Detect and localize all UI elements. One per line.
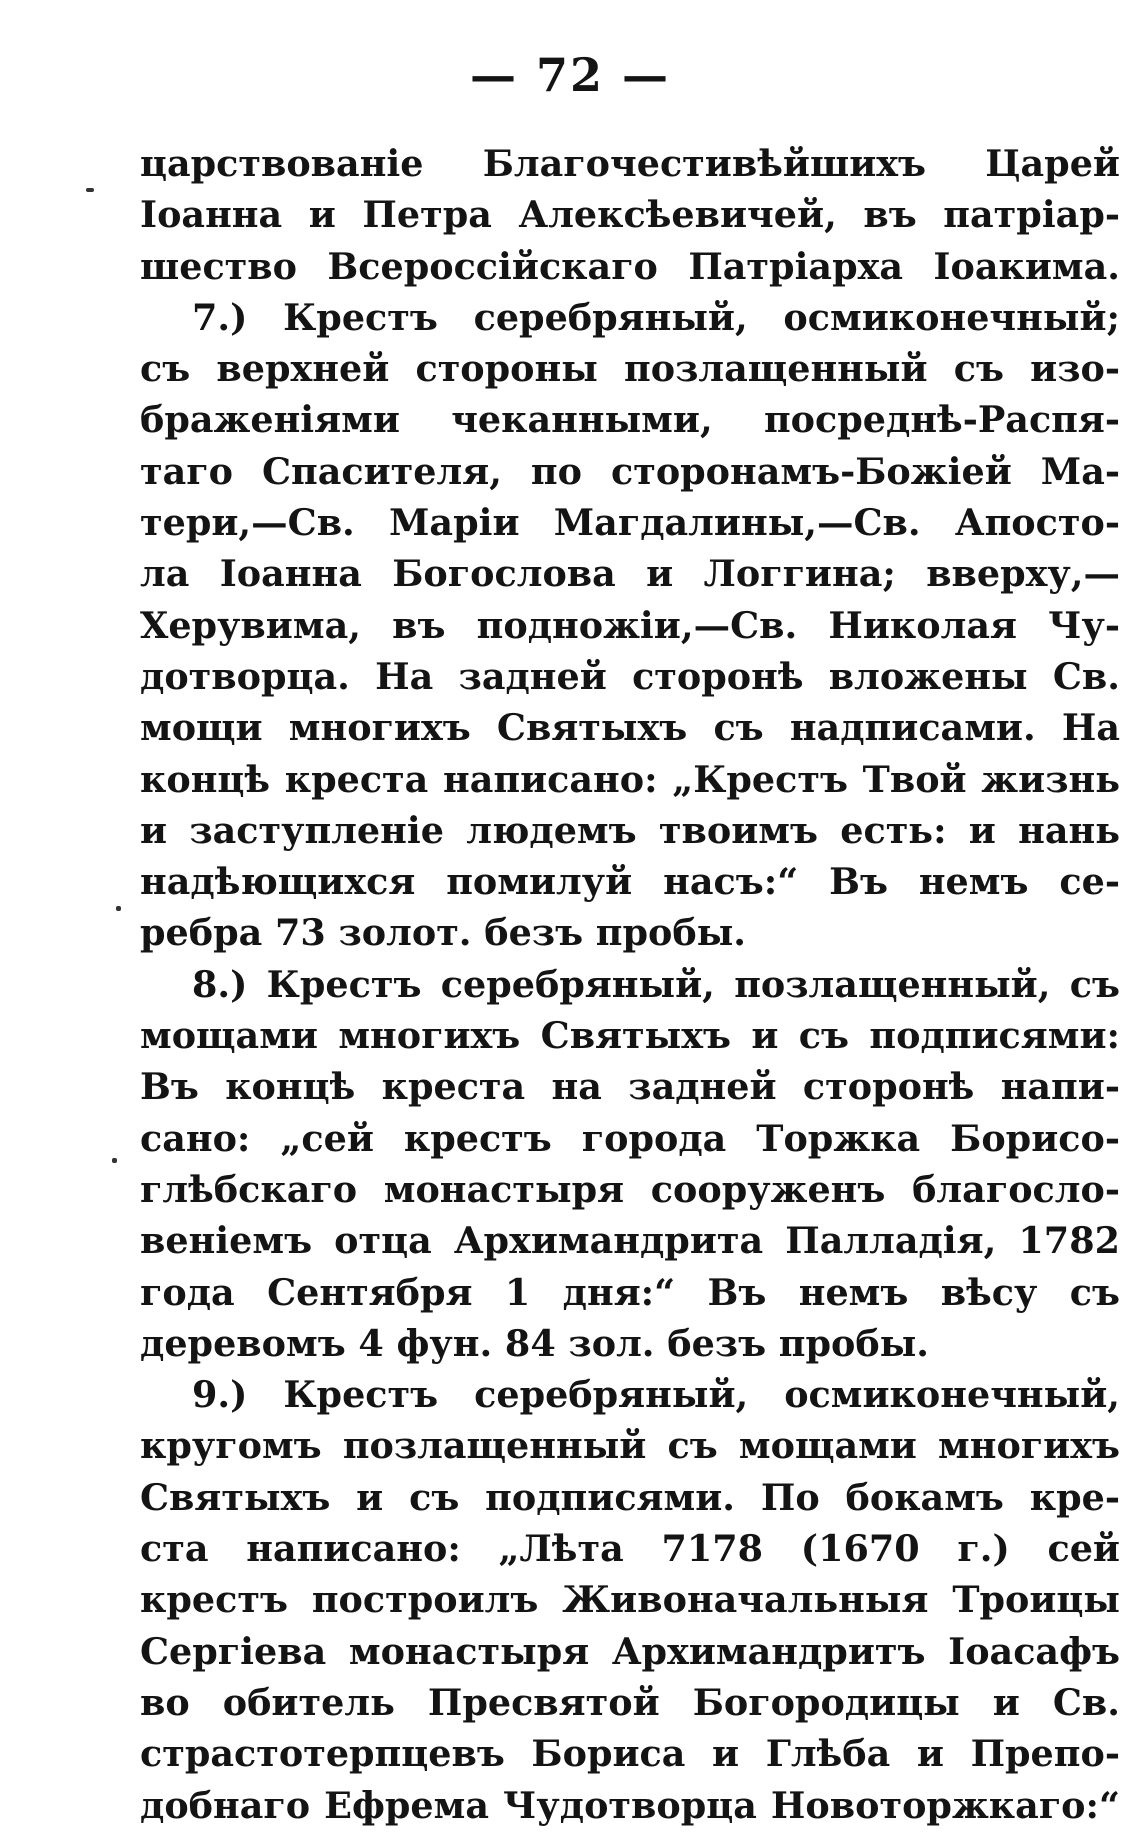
paragraph-9-first-line: 9.) Крестъ серебряный, осмиконечный, xyxy=(192,1373,1120,1417)
text-line: ла Іоанна Богослова и Логгина; вверху,— xyxy=(140,552,1120,596)
text-line: кругомъ позлащенный съ мощами многихъ xyxy=(140,1424,1120,1468)
text-line: и заступленіе людемъ твоимъ есть: и нань xyxy=(140,808,1120,852)
text-line: добнаго Ефрема Чудотворца Новоторжкаго:“ xyxy=(140,1783,1120,1827)
text-line: съ верхней стороны позлащенный съ изо- xyxy=(140,347,1120,391)
text-line: ста написано: „Лѣта 7178 (1670 г.) сей xyxy=(140,1527,1120,1571)
text-line: крестъ построилъ Живоначальныя Троицы xyxy=(140,1578,1120,1622)
text-line: Сергіева монастыря Архимандритъ Іоасафъ xyxy=(140,1629,1120,1673)
paragraph-8-first-line: 8.) Крестъ серебряный, позлащенный, съ xyxy=(192,962,1120,1006)
text-line: во обитель Пресвятой Богородицы и Св. xyxy=(140,1680,1120,1724)
text-line: страстотерпцевъ Бориса и Глѣба и Препо- xyxy=(140,1732,1120,1776)
stray-ink-mark xyxy=(112,1158,117,1163)
text-line: Херувима, въ подножіи,—Св. Николая Чу- xyxy=(140,603,1120,647)
text-line: таго Спасителя, по сторонамъ-Божіей Ма- xyxy=(140,449,1120,493)
text-line: надѣющихся помилуй насъ:“ Въ немъ се- xyxy=(140,860,1120,904)
stray-ink-mark xyxy=(116,906,121,911)
text-line: сано: „сей крестъ города Торжка Борисо- xyxy=(140,1116,1120,1160)
text-line: Іоанна и Петра Алексѣевичей, въ патріар- xyxy=(140,193,1120,237)
body-text xyxy=(140,138,1120,1831)
page-number: — 72 — xyxy=(469,48,671,102)
paragraph-7-last-line: ребра 73 золот. безъ пробы. xyxy=(140,911,747,955)
text-line: тери,—Св. Маріи Магдалины,—Св. Апосто- xyxy=(140,501,1120,545)
text-line: веніемъ отца Архимандрита Палладія, 1782 xyxy=(140,1219,1120,1263)
paragraph-7-first-line: 7.) Крестъ серебряный, осмиконечный; xyxy=(192,295,1120,339)
stray-ink-mark xyxy=(86,188,94,192)
text-line: мощи многихъ Святыхъ съ надписами. На xyxy=(140,706,1120,750)
text-line: глѣбскаго монастыря сооруженъ благосло- xyxy=(140,1167,1120,1211)
text-line: дотворца. На задней сторонѣ вложены Св. xyxy=(140,654,1120,698)
text-line: Въ концѣ креста на задней сторонѣ напи- xyxy=(140,1065,1120,1109)
text-line: года Сентября 1 дня:“ Въ немъ вѣсу съ xyxy=(140,1270,1120,1314)
text-line: концѣ креста написано: „Крестъ Твой жизнь xyxy=(140,757,1120,801)
paragraph-8-last-line: деревомъ 4 фун. 84 зол. безъ пробы. xyxy=(140,1321,930,1365)
text-line: браженіями чеканными, посреднѣ-Распя- xyxy=(140,398,1120,442)
text-line: мощами многихъ Святыхъ и съ подписями: xyxy=(140,1014,1120,1058)
text-line: шество Всероссійскаго Патріарха Іоакима. xyxy=(140,244,1120,288)
text-line: Святыхъ и съ подписями. По бокамъ кре- xyxy=(140,1475,1120,1519)
text-line: царствованіе Благочестивѣйшихъ Царей xyxy=(140,142,1120,185)
